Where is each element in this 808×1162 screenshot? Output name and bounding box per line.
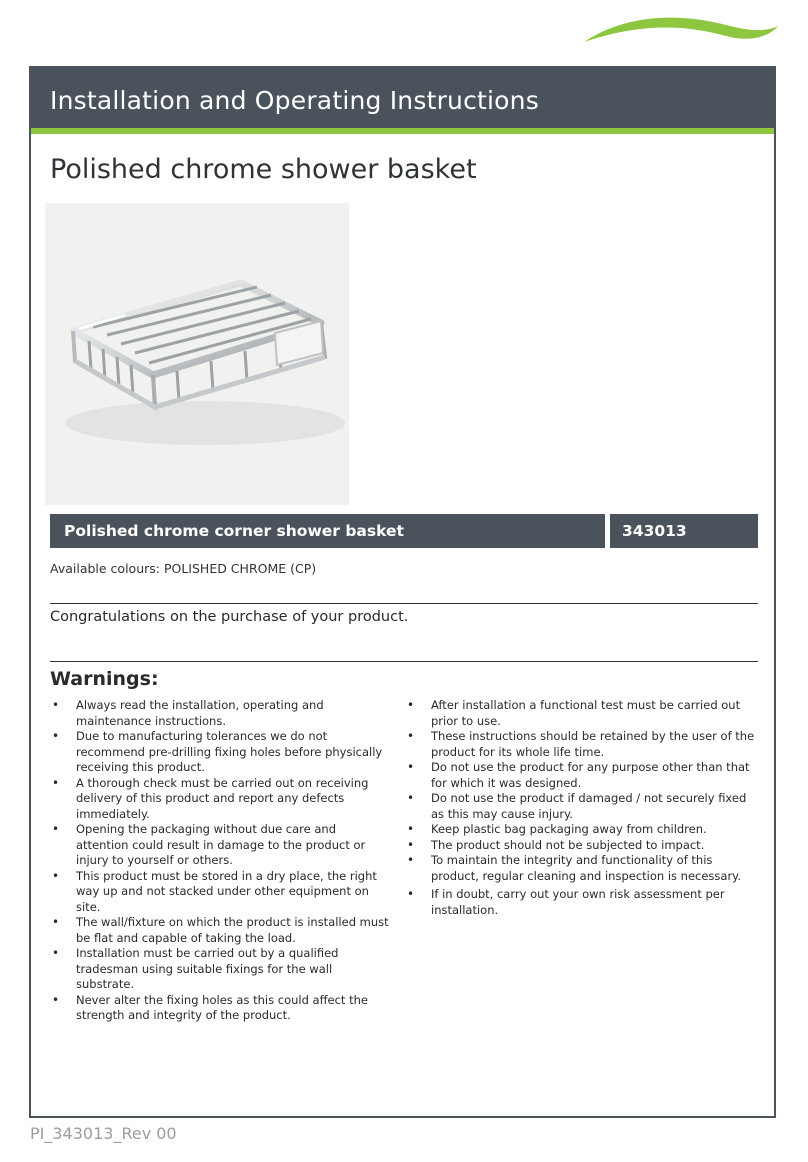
product-code-bar: 343013 — [610, 514, 758, 548]
warning-item: • Do not use the product if damaged / not securely fixed as this may cause injury. — [405, 791, 759, 822]
warning-item: • The product should not be subjected to impact. — [405, 838, 759, 854]
available-colours-value: POLISHED CHROME (CP) — [163, 561, 317, 576]
product-name-bar: Polished chrome corner shower basket — [50, 514, 605, 548]
available-colours-label: Available colours: — [50, 561, 164, 576]
warning-item: • This product must be stored in a dry place, the right way up and not stacked under other equipment on site. — [50, 869, 390, 916]
warning-item: • After installation a functional test must be carried out prior to use. — [405, 698, 759, 729]
warning-item: • Due to manufacturing tolerances we do not recommend pre-drilling fixing holes before physically receiving this product. — [50, 729, 390, 776]
warning-item: • Installation must be carried out by a qualified tradesman using suitable fixings for the wall substrate. — [50, 946, 390, 993]
product-photo — [45, 203, 349, 505]
congratulations-text: Congratulations on the purchase of your product. — [50, 609, 409, 625]
chrome-basket-illustration — [45, 203, 349, 505]
document-reference: PI_343013_Rev 00 — [30, 1124, 177, 1143]
divider-top — [50, 603, 758, 604]
document-frame — [29, 66, 776, 1118]
warning-item: • These instructions should be retained by the user of the product for its whole life time. — [405, 729, 759, 760]
header-bar — [31, 68, 774, 134]
available-colours — [50, 561, 316, 576]
warnings-list-left — [50, 698, 390, 1024]
warnings-list-right — [405, 698, 759, 918]
warning-item: • The wall/fixture on which the product is installed must be flat and capable of taking the load. — [50, 915, 390, 946]
warning-item: • If in doubt, carry out your own risk assessment per installation. — [405, 887, 759, 918]
warning-item: • Never alter the fixing holes as this could affect the strength and integrity of the product. — [50, 993, 390, 1024]
warning-item: • Keep plastic bag packaging away from children. — [405, 822, 759, 838]
product-title: Polished chrome shower basket — [50, 154, 477, 185]
warning-item: • Opening the packaging without due care and attention could result in damage to the product or injury to yourself or others. — [50, 822, 390, 869]
warning-item: • Always read the installation, operating and maintenance instructions. — [50, 698, 390, 729]
brand-swoosh-logo — [580, 12, 780, 48]
warning-item: • Do not use the product for any purpose other than that for which it was designed. — [405, 760, 759, 791]
warning-item: • To maintain the integrity and functionality of this product, regular cleaning and inspection is necessary. — [405, 853, 759, 884]
warning-item: • A thorough check must be carried out on receiving delivery of this product and report any defects immediately. — [50, 776, 390, 823]
warnings-heading: Warnings: — [50, 668, 159, 690]
divider-bottom — [50, 661, 758, 662]
page-title: Installation and Operating Instructions — [50, 86, 539, 115]
